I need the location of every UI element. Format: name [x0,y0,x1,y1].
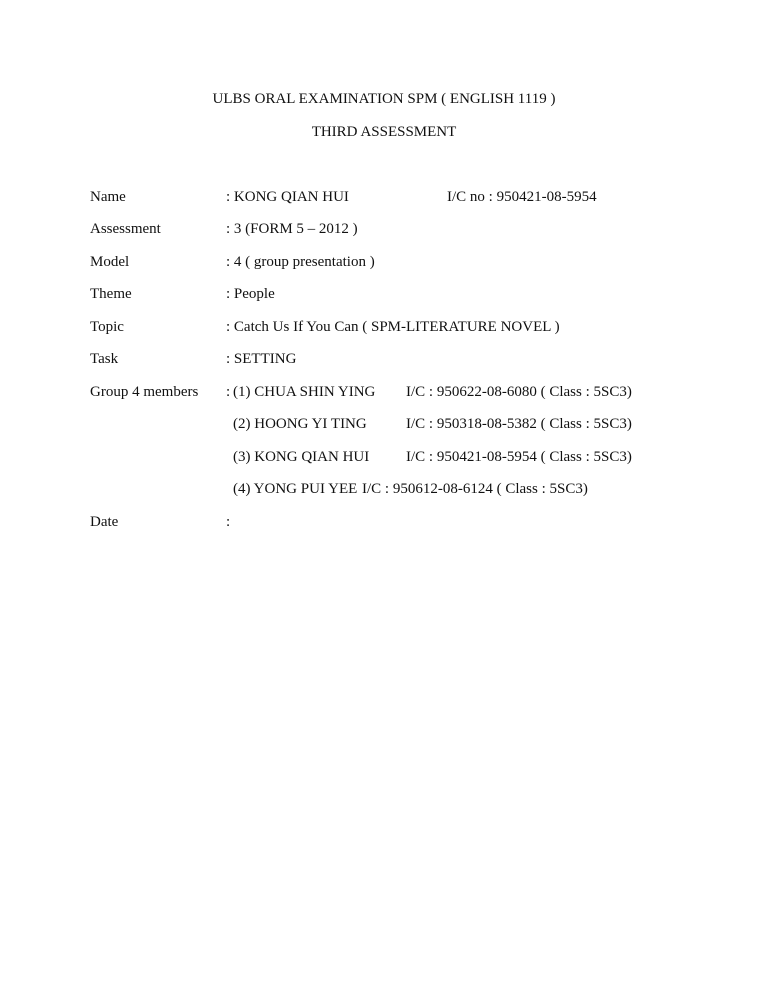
model-label: Model [90,254,130,270]
member-name: (3) KONG QIAN HUI [233,449,370,465]
document-subtitle: THIRD ASSESSMENT [311,124,457,140]
group-colon: : [226,384,231,400]
date-value: : [226,514,231,530]
task-value: : SETTING [226,351,297,367]
member-ic: I/C : 950612-08-6124 ( Class : 5SC3) [362,481,588,497]
member-name: (2) HOONG YI TING [233,416,367,432]
assessment-label: Assessment [90,221,161,237]
member-ic: I/C : 950318-08-5382 ( Class : 5SC3) [406,416,632,432]
document-title: ULBS ORAL EXAMINATION SPM ( ENGLISH 1119 ) [212,91,556,107]
name-value: : KONG QIAN HUI [226,189,349,205]
theme-label: Theme [90,286,132,302]
member-ic: I/C : 950421-08-5954 ( Class : 5SC3) [406,449,632,465]
assessment-value: : 3 (FORM 5 – 2012 ) [226,221,358,237]
model-value: : 4 ( group presentation ) [226,254,375,270]
name-label: Name [90,189,126,205]
task-label: Task [90,351,119,367]
member-name: (4) YONG PUI YEE [233,481,358,497]
member-name: (1) CHUA SHIN YING [233,384,376,400]
group-label: Group 4 members [90,384,199,400]
theme-value: : People [226,286,275,302]
member-ic: I/C : 950622-08-6080 ( Class : 5SC3) [406,384,632,400]
date-label: Date [90,514,119,530]
name-ic: I/C no : 950421-08-5954 [447,189,597,205]
topic-value: : Catch Us If You Can ( SPM-LITERATURE NOVEL ) [226,319,560,335]
topic-label: Topic [90,319,124,335]
